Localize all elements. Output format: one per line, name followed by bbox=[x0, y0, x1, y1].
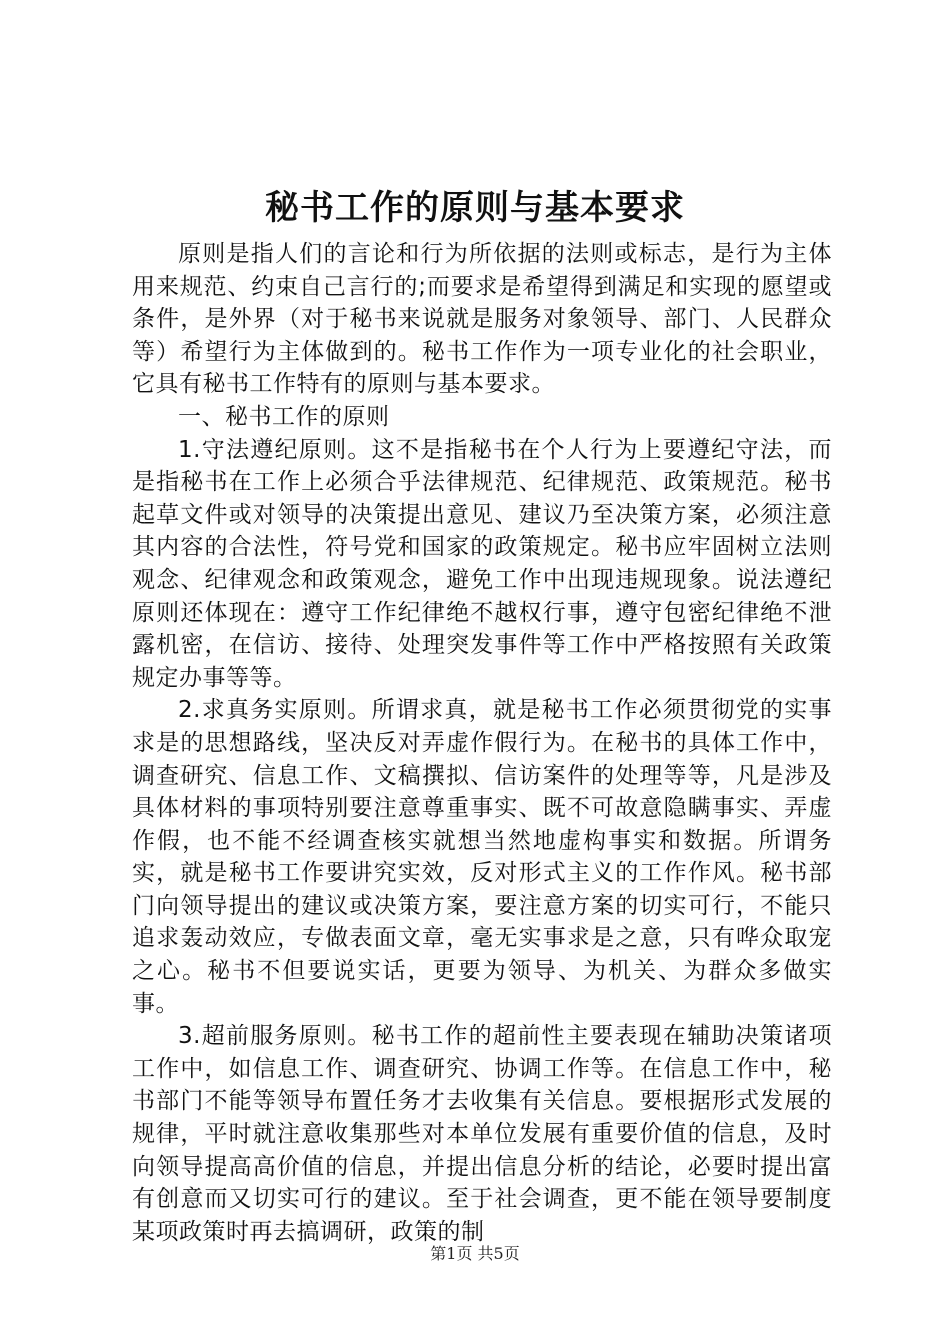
document-body bbox=[132, 238, 832, 1248]
paragraph-principle-1: 1.守法遵纪原则。这不是指秘书在个人行为上要遵纪守法，而是指秘书在工作上必须合乎法律规范、纪律规范、政策规范。秘书起草文件或对领导的决策提出意见、建议乃至决策方案，必须注意其内容的合法性，符号党和国家的政策规定。秘书应牢固树立法则观念、纪律观念和政策观念，避免工作中出现违规现象。说法遵纪原则还体现在：遵守工作纪律绝不越权行事，遵守包密纪律绝不泄露机密，在信访、接待、处理突发事件等工作中严格按照有关政策规定办事等等。 bbox=[132, 436, 832, 691]
paragraph-intro: 原则是指人们的言论和行为所依据的法则或标志，是行为主体用来规范、约束自己言行的;而要求是希望得到满足和实现的愿望或条件，是外界（对于秘书来说就是服务对象领导、部门、人民群众等）希望行为主体做到的。秘书工作作为一项专业化的社会职业，它具有秘书工作特有的原则与基本要求。 bbox=[132, 241, 832, 398]
page-number: 第1页 共5页 bbox=[430, 1244, 520, 1263]
paragraph-principle-2: 2.求真务实原则。所谓求真，就是秘书工作必须贯彻党的实事求是的思想路线，坚决反对弄虚作假行为。在秘书的具体工作中，调查研究、信息工作、文稿撰拟、信访案件的处理等等，凡是涉及具体材料的事项特别要注意尊重事实、既不可故意隐瞒事实、弄虚作假，也不能不经调查核实就想当然地虚构事实和数据。所谓务实，就是秘书工作要讲究实效，反对形式主义的工作作风。秘书部门向领导提出的建议或决策方案，要注意方案的切实可行，不能只追求轰动效应，专做表面文章，毫无实事求是之意，只有哗众取宠之心。秘书不但要说实话，更要为领导、为机关、为群众多做实事。 bbox=[132, 697, 832, 1017]
section-heading-principles: 一、秘书工作的原则 bbox=[178, 403, 390, 430]
paragraph-principle-3: 3.超前服务原则。秘书工作的超前性主要表现在辅助决策诸项工作中，如信息工作、调查研究、协调工作等。在信息工作中，秘书部门不能等领导布置任务才去收集有关信息。要根据形式发展的规律，平时就注意收集那些对本单位发展有重要价值的信息，及时向领导提高高价值的信息，并提出信息分析的结论，必要时提出富有创意而又切实可行的建议。至于社会调查，更不能在领导要制度某项政策时再去搞调研，政策的制 bbox=[132, 1023, 832, 1245]
page-title: 秘书工作的原则与基本要求 bbox=[265, 188, 685, 228]
